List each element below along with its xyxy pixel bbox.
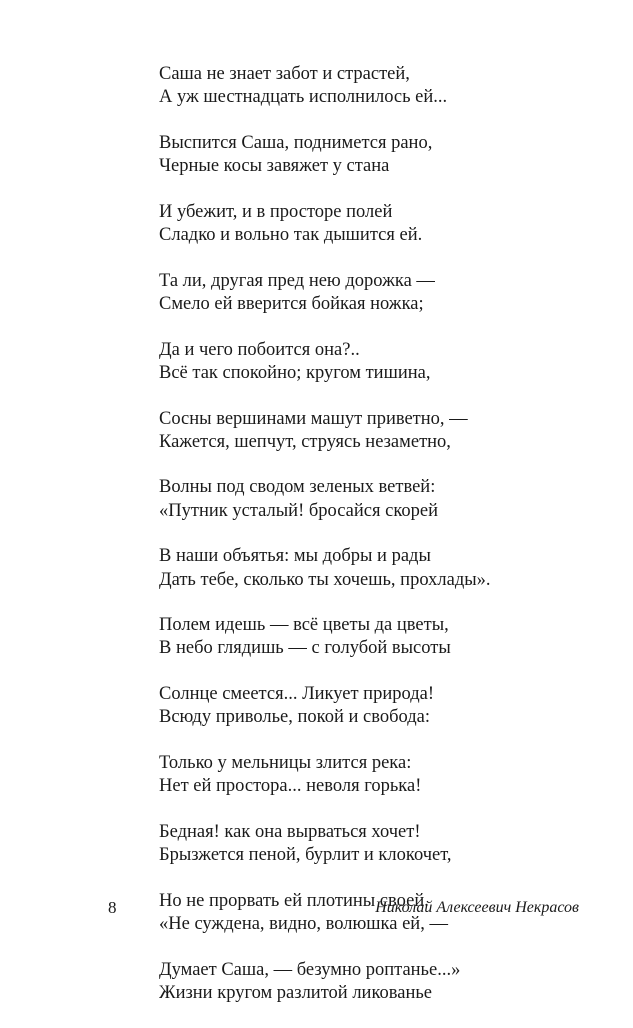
poem-line: Всюду приволье, покой и свобода:	[159, 707, 430, 728]
poem-line: Только у мельницы злится река:	[159, 753, 412, 774]
poem-line: А уж шестнадцать исполнилось ей...	[159, 87, 448, 108]
poem-line: Волны под сводом зеленых ветвей:	[159, 477, 436, 498]
poem-line: Выспится Саша, поднимется рано,	[159, 132, 433, 153]
poem-line: Кажется, шепчут, струясь незаметно,	[159, 431, 451, 452]
poem-text	[159, 63, 579, 1028]
page-footer	[0, 897, 633, 921]
poem-line: «Не суждена, видно, волюшка ей, —	[159, 914, 448, 935]
poem-line: Но не прорвать ей плотины своей.	[159, 890, 429, 911]
poem-line: Сладко и вольно так дышится ей.	[159, 225, 423, 246]
poem-line: Да и чего побоится она?..	[159, 339, 360, 360]
stanza	[159, 339, 579, 385]
poem-line: Полем идешь — всё цветы да цветы,	[159, 615, 449, 636]
stanza	[159, 752, 579, 798]
page-number: 8	[108, 898, 117, 917]
running-title-author: Николай Алексеевич Некрасов	[375, 899, 579, 916]
poem-line: Черные косы завяжет у стана	[159, 156, 390, 177]
stanza	[159, 132, 579, 178]
stanza	[159, 614, 579, 660]
poem-line: В небо глядишь — с голубой высоты	[159, 638, 451, 659]
stanza	[159, 476, 579, 522]
poem-line: Бедная! как она вырваться хочет!	[159, 821, 421, 842]
poem-line: Жизни кругом разлитой ликованье	[159, 982, 433, 1003]
stanza	[159, 63, 579, 109]
poem-line: В наши объятья: мы добры и рады	[159, 546, 431, 567]
poem-line: Дать тебе, сколько ты хочешь, прохлады».	[159, 569, 491, 590]
poem-line: «Путник усталый! бросайся скорей	[159, 500, 438, 521]
poem-line: И убежит, и в просторе полей	[159, 201, 393, 222]
poem-line: Брызжется пеной, бурлит и клокочет,	[159, 845, 452, 866]
stanza	[159, 959, 579, 1005]
poem-line: Та ли, другая пред нею дорожка —	[159, 270, 435, 291]
poem-line: Сосны вершинами машут приветно, —	[159, 408, 468, 429]
stanza	[159, 408, 579, 454]
stanza	[159, 545, 579, 591]
poem-line: Всё так спокойно; кругом тишина,	[159, 362, 431, 383]
poem-line: Саша не знает забот и страстей,	[159, 64, 410, 84]
stanza	[159, 683, 579, 729]
poem-line: Солнце смеется... Ликует природа!	[159, 684, 434, 705]
poem-line: Нет ей простора... неволя горька!	[159, 776, 422, 797]
poem-line: Думает Саша, — безумно роптанье...»	[159, 959, 461, 980]
stanza	[159, 270, 579, 316]
stanza	[159, 821, 579, 867]
stanza	[159, 201, 579, 247]
poem-line: Смело ей вверится бойкая ножка;	[159, 293, 424, 314]
